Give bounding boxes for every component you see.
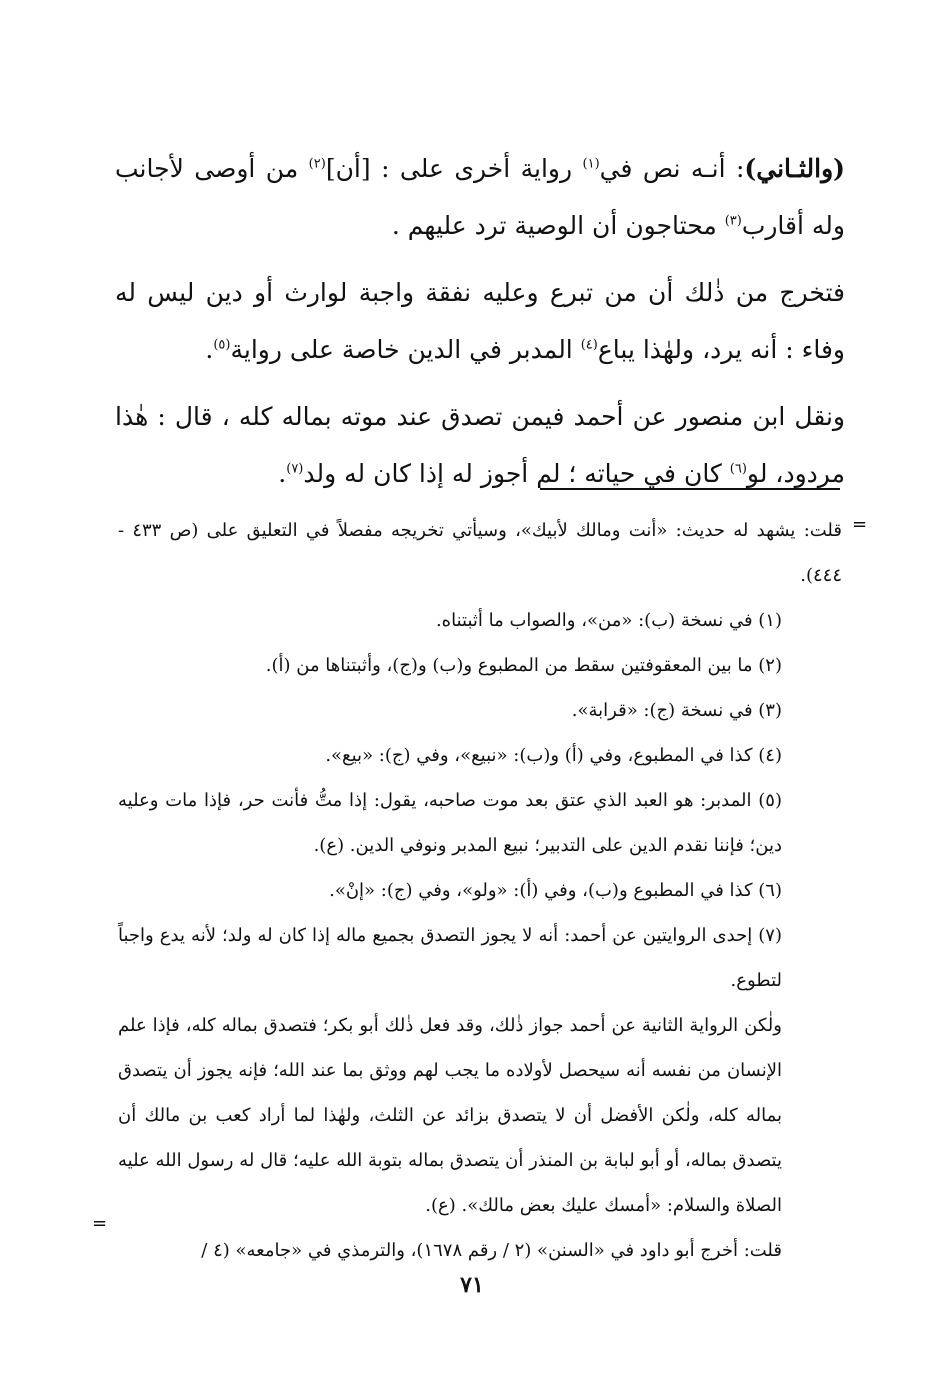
footnote-ref-7: (٧) (286, 461, 304, 477)
footnote-ref-1: (١) (582, 156, 600, 172)
paragraph-1: (والثـاني): أنـه نص في$^{(١)}$ رواية أخرى على : [أن]$^{(٢)}$ من أوصى لأجانب وله أقارب$^{(٣)}$ محتاجون أن الوصية ترد عليهم . (115, 154, 845, 240)
page-number: ٧١ (460, 1272, 484, 1298)
footnote-5: (٥) المدبر: هو العبد الذي عتق بعد موت صاحبه، يقول: إذا متُّ فأنت حر، فإذا مات وعليه دين؛ فإننا نقدم الدين على التدبير؛ نبيع المدبر ونوفي الدين. (ع). (118, 790, 782, 856)
footnote-2: (٢) ما بين المعقوفتين سقط من المطبوع و(ب) و(ج)، وأثبتناها من (أ). (265, 655, 782, 676)
footnote-ref-6: (٦) (729, 461, 747, 477)
footnote-6: (٦) كذا في المطبوع و(ب)، وفي (أ): «ولو»، وفي (ج): «إنْ». (329, 880, 782, 901)
footnotes (118, 508, 842, 1273)
footnote-4: (٤) كذا في المطبوع، وفي (أ) و(ب): «نبيع»، وفي (ج): «بيع». (325, 745, 782, 766)
footnote-ref-2: (٢) (308, 156, 326, 172)
footnote-ref-5: (٥) (213, 337, 231, 353)
paragraph-3: ونقل ابن منصور عن أحمد فيمن تصدق عند موته بماله كله ، قال : هٰذا مردود، لو$^{(٦)}$ كان في حياته ؛ لم أجوز له إذا كان له ولد$^{(٧)}$. (115, 402, 845, 488)
footnote-7: (٧) إحدى الروايتين عن أحمد: أنه لا يجوز التصدق بجميع ماله إذا كان له ولد؛ لأنه يدع واجباً لتطوع. (118, 925, 782, 991)
paragraph-2: فتخرج من ذٰلك أن من تبرع وعليه نفقة واجبة لوارث أو دين ليس له وفاء : أنه يرد، ولهٰذا يباع$^{(٤)}$ المدبر في الدين خاصة على رواية$^{(٥)}$. (115, 278, 845, 364)
footnote-7-continuation: ولٰكن الرواية الثانية عن أحمد جواز ذٰلك، وقد فعل ذٰلك أبو بكر؛ فتصدق بماله كله، فإذا علم الإنسان من نفسه أنه سيحصل لأولاده ما يجب لهم ووثق بما عند الله؛ فإنه يجوز أن يتصدق بماله كله، ولٰكن الأفضل أن لا يتصدق بزائد عن الثلث، ولهٰذا لما أراد كعب بن مالك أن يتصدق بماله، أو أبو لبابة بن المنذر أن يتصدق بماله بتوبة الله عليه؛ قال له رسول الله عليه الصلاة والسلام: «أمسك عليك بعض مالك». (ع). (118, 1015, 782, 1216)
footnote-separator (540, 488, 840, 490)
footnote-3: (٣) في نسخة (ج): «قرابة». (571, 700, 782, 721)
footnote-7-reference: قلت: أخرج أبو داود في «السنن» (٢ / رقم ١٦٧٨)، والترمذي في «جامعه» (٤ / (201, 1240, 782, 1261)
footnote-1: (١) في نسخة (ب): «من»، والصواب ما أثبتناه. (435, 610, 782, 631)
section-lead: (والثـاني) (744, 154, 845, 183)
footnote-ref-4: (٤) (580, 337, 598, 353)
continuation-mark: = (852, 514, 868, 535)
footnote-ref-3: (٣) (724, 213, 742, 229)
main-text (115, 140, 845, 502)
footnote-continuation: قلت: يشهد له حديث: «أنت ومالك لأبيك»، وسيأتي تخريجه مفصلاً في التعليق على (ص ٤٣٣ - ٤٤٤). (118, 520, 842, 586)
continuation-mark-end: = (92, 1213, 108, 1234)
